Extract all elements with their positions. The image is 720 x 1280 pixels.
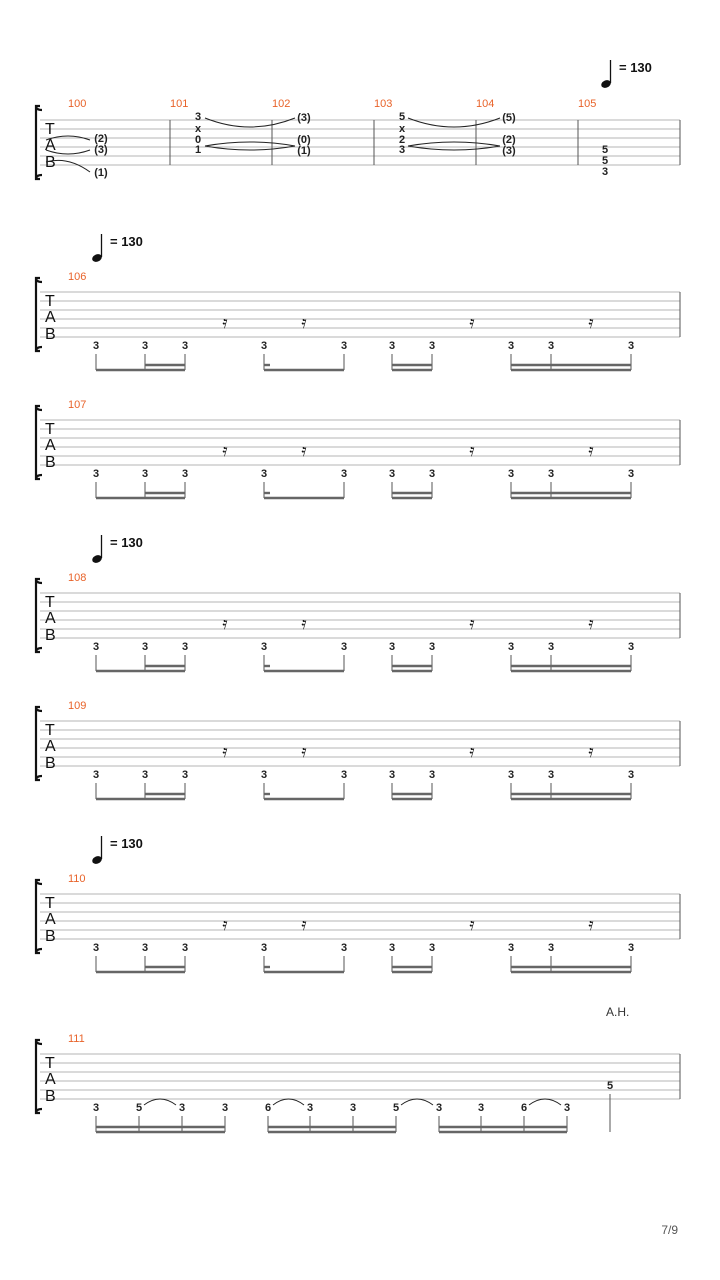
fret-number: 3 [388, 641, 396, 653]
tab-clef-a: A [45, 738, 56, 755]
fret-number: (5) [502, 112, 516, 124]
sixteenth-rest-icon: 𝄿 [469, 742, 475, 762]
sixteenth-rest-icon: 𝄿 [469, 614, 475, 634]
fret-number: 3 [340, 942, 348, 954]
fret-number: 3 [507, 641, 515, 653]
tab-clef-b: B [45, 154, 56, 171]
slur-arc [273, 1099, 304, 1105]
fret-number: 5 [398, 111, 406, 123]
fret-number: 5 [601, 155, 609, 167]
tab-clef-t: T [45, 594, 55, 611]
fret-number: 3 [141, 769, 149, 781]
fret-number: (0) [297, 134, 311, 146]
fret-number: 3 [260, 340, 268, 352]
tie-arc [408, 118, 500, 127]
sixteenth-rest-icon: 𝄿 [301, 313, 307, 333]
fret-number: 3 [92, 769, 100, 781]
sixteenth-rest-icon: 𝄿 [469, 441, 475, 461]
fret-number: 3 [181, 769, 189, 781]
fret-number: 6 [264, 1102, 272, 1114]
fret-number: 3 [547, 942, 555, 954]
tab-clef-b: B [45, 326, 56, 343]
fret-number: 6 [520, 1102, 528, 1114]
fret-number: 3 [178, 1102, 186, 1114]
fret-number: 3 [92, 641, 100, 653]
sixteenth-rest-icon: 𝄿 [588, 313, 594, 333]
tempo-mark: = 130 [619, 60, 652, 75]
sixteenth-rest-icon: 𝄿 [222, 441, 228, 461]
sixteenth-rest-icon: 𝄿 [222, 742, 228, 762]
tab-clef-t: T [45, 121, 55, 138]
tab-clef-b: B [45, 1088, 56, 1105]
fret-number: 3 [260, 769, 268, 781]
measure-number: 105 [578, 98, 597, 110]
tab-clef-a: A [45, 610, 56, 627]
fret-number: 3 [340, 641, 348, 653]
fret-number: 3 [627, 340, 635, 352]
tempo-mark: = 130 [110, 535, 143, 550]
tab-clef-b: B [45, 454, 56, 471]
fret-number: 3 [627, 641, 635, 653]
fret-number: 3 [507, 340, 515, 352]
tab-clef-a: A [45, 911, 56, 928]
sixteenth-rest-icon: 𝄿 [301, 614, 307, 634]
artificial-harmonic-label: A.H. [606, 1005, 630, 1019]
tab-clef-a: A [45, 309, 56, 326]
fret-number: 3 [340, 769, 348, 781]
sixteenth-rest-icon: 𝄿 [301, 742, 307, 762]
tie-arc [205, 142, 295, 150]
tab-clef-b: B [45, 928, 56, 945]
system-bracket [36, 707, 42, 780]
fret-number: 5 [135, 1102, 143, 1114]
fret-number: 3 [547, 340, 555, 352]
sixteenth-rest-icon: 𝄿 [588, 614, 594, 634]
slur-arc [529, 1099, 561, 1105]
sixteenth-rest-icon: 𝄿 [301, 441, 307, 461]
tab-clef-t: T [45, 1055, 55, 1072]
fret-number: 3 [507, 942, 515, 954]
fret-number: (3) [297, 112, 311, 124]
fret-number: 3 [507, 468, 515, 480]
measure-number: 107 [68, 399, 87, 411]
fret-number: 3 [92, 468, 100, 480]
fret-number: 3 [221, 1102, 229, 1114]
sixteenth-rest-icon: 𝄿 [222, 313, 228, 333]
fret-number: 3 [388, 769, 396, 781]
tab-clef-b: B [45, 627, 56, 644]
fret-number: 3 [627, 769, 635, 781]
fret-number: 5 [606, 1080, 614, 1092]
measure-number: 109 [68, 700, 87, 712]
fret-number: 0 [194, 134, 202, 146]
slur-arc [401, 1099, 433, 1105]
fret-number: 3 [627, 942, 635, 954]
fret-number: 3 [181, 942, 189, 954]
fret-number: 3 [260, 641, 268, 653]
sixteenth-rest-icon: 𝄿 [588, 742, 594, 762]
fret-number: 1 [194, 144, 202, 156]
fret-number: 3 [141, 641, 149, 653]
fret-number: 3 [181, 641, 189, 653]
measure-number: 104 [476, 98, 495, 110]
system-bracket [36, 278, 42, 351]
measure-number: 106 [68, 271, 87, 283]
fret-number: 3 [547, 468, 555, 480]
system-bracket [36, 1040, 42, 1113]
tab-clef-t: T [45, 722, 55, 739]
fret-number: 3 [92, 340, 100, 352]
system-bracket [36, 579, 42, 652]
fret-number: 3 [141, 468, 149, 480]
fret-number: (3) [502, 145, 516, 157]
fret-number: 3 [428, 942, 436, 954]
measure-number: 108 [68, 572, 87, 584]
tab-clef-t: T [45, 421, 55, 438]
fret-number: 3 [92, 942, 100, 954]
fret-number: 3 [141, 340, 149, 352]
sixteenth-rest-icon: 𝄿 [588, 915, 594, 935]
fret-number: (3) [94, 144, 108, 156]
fret-number: 3 [601, 166, 609, 178]
tab-clef-a: A [45, 437, 56, 454]
fret-number: 3 [477, 1102, 485, 1114]
fret-number: (2) [502, 134, 516, 146]
tempo-mark: = 130 [110, 234, 143, 249]
fret-number: 3 [306, 1102, 314, 1114]
fret-number: (1) [94, 167, 108, 179]
fret-number: 3 [349, 1102, 357, 1114]
tie-arc [205, 118, 295, 127]
fret-number: 3 [181, 468, 189, 480]
sixteenth-rest-icon: 𝄿 [588, 441, 594, 461]
fret-number: 3 [92, 1102, 100, 1114]
tab-clef-t: T [45, 895, 55, 912]
tab-clef-a: A [45, 137, 56, 154]
tempo-mark: = 130 [110, 836, 143, 851]
fret-number: 3 [563, 1102, 571, 1114]
tie-arc [408, 142, 500, 150]
system-bracket [36, 106, 42, 179]
tab-clef-a: A [45, 1071, 56, 1088]
fret-number: 3 [260, 468, 268, 480]
fret-number: 3 [340, 468, 348, 480]
fret-number: 3 [507, 769, 515, 781]
fret-number: x [398, 123, 406, 135]
system-bracket [36, 880, 42, 953]
fret-number: 3 [260, 942, 268, 954]
fret-number: 3 [428, 340, 436, 352]
fret-number: 3 [428, 769, 436, 781]
fret-number: (2) [94, 133, 108, 145]
system-bracket [36, 406, 42, 479]
sixteenth-rest-icon: 𝄿 [469, 915, 475, 935]
fret-number: 3 [388, 468, 396, 480]
sixteenth-rest-icon: 𝄿 [222, 915, 228, 935]
tab-clef-t: T [45, 293, 55, 310]
fret-number: 5 [601, 144, 609, 156]
fret-number: 3 [547, 641, 555, 653]
fret-number: 3 [435, 1102, 443, 1114]
measure-number: 110 [68, 873, 86, 885]
fret-number: 3 [547, 769, 555, 781]
fret-number: 3 [388, 942, 396, 954]
measure-number: 103 [374, 98, 393, 110]
fret-number: 3 [181, 340, 189, 352]
fret-number: 3 [388, 340, 396, 352]
fret-number: 3 [627, 468, 635, 480]
fret-number: 3 [340, 340, 348, 352]
slur-arc [144, 1099, 176, 1105]
measure-number: 102 [272, 98, 291, 110]
fret-number: (1) [297, 145, 311, 157]
fret-number: 5 [392, 1102, 400, 1114]
fret-number: 3 [194, 111, 202, 123]
sixteenth-rest-icon: 𝄿 [469, 313, 475, 333]
fret-number: x [194, 123, 202, 135]
measure-number: 100 [68, 98, 87, 110]
measure-number: 111 [68, 1033, 85, 1045]
sixteenth-rest-icon: 𝄿 [301, 915, 307, 935]
fret-number: 3 [141, 942, 149, 954]
fret-number: 2 [398, 134, 406, 146]
sixteenth-rest-icon: 𝄿 [222, 614, 228, 634]
tab-clef-b: B [45, 755, 56, 772]
fret-number: 3 [398, 144, 406, 156]
fret-number: 3 [428, 468, 436, 480]
fret-number: 3 [428, 641, 436, 653]
measure-number: 101 [170, 98, 189, 110]
page-number: 7/9 [661, 1223, 678, 1237]
